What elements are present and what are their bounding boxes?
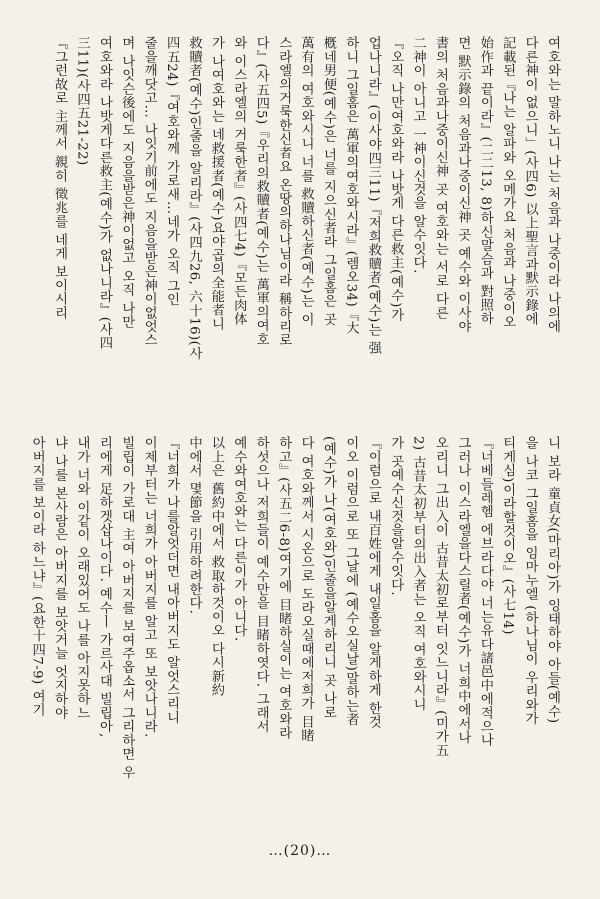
text-column: 救贖者(예수)인줄을 알리라』(사四九26, 六十16)(사 xyxy=(186,36,202,360)
text-column: 리에게 足하겟삽나이다. 예수ㅣ 가르사대 빌립아, xyxy=(96,436,112,738)
text-column: 가 나여호와는 네救援者(예수)요야곱의全能者니 xyxy=(208,36,224,331)
text-column: 여호와라 나밧게다른救主(예수)가 없나니라』(사四 xyxy=(96,36,112,350)
text-column: 이제부터는 너희가 아버지를 알고 또 보앗나니라. xyxy=(141,436,157,738)
text-column: 아버지를 보이라 하느냐』(요한十四7-9) 여기 xyxy=(29,436,45,717)
text-block-bottom xyxy=(29,436,563,834)
text-column: 三11)(사四五21-22) xyxy=(74,36,90,166)
text-column: 四五24)『여호와께 가로새…네가 오직 그인 xyxy=(164,36,180,307)
text-column: 오리니 그出入이 古昔太初로부터 잇느니라』(미가五 xyxy=(432,436,448,757)
text-column: 그러나 이스라엘을다스릴者(예수)가 너희中에서나 xyxy=(455,436,471,745)
text-column: 萬有의 여호와시니 너를 救贖하신者(예수)는 이 xyxy=(298,36,314,326)
text-column: 二神이 아니고 一神이신것을 알수잇다. xyxy=(410,36,426,274)
text-column: 티게심)이라할것이오』(사七14) xyxy=(500,436,516,635)
text-column: 냐 나를 본사람은 아버지를 보앗거늘 엇지하야 xyxy=(52,436,68,720)
text-column: 始作과 끝이라』(二二13, 8)하신말슴과 對照하 xyxy=(477,36,493,326)
text-column: 『오직 나만여호와라 나밧게 다른救主(예수)가 xyxy=(388,36,404,322)
text-column: 다 여호와께서 시온으로 도라오실때에저희가 目睹 xyxy=(298,436,314,743)
text-column: 『그런故로 主께서 親히 徵兆를 네게 보이시리 xyxy=(52,36,68,320)
text-column: 와 이스라엘의 거룩한者』(사四七4)『모든肉体 xyxy=(231,36,247,326)
page-number: …(20)… xyxy=(268,843,332,859)
text-column: 槪네男便(예수)은 너를 지으신者라 그일홈은 곳 xyxy=(320,36,336,326)
text-block-top xyxy=(45,36,563,408)
text-column: 記載된『나는 알파와 오메가요 처음과 나중이오 xyxy=(500,36,516,329)
text-column: 다른神이 없으니」(사四6) 以上聖言과默示錄에 xyxy=(522,36,538,326)
text-column: 니 보라 童貞女(마리아)가 잉태하야 아들(예수) xyxy=(545,436,560,724)
text-column: 中에서 몇節을 引用하려한다. xyxy=(186,436,202,615)
text-column: (예수)가 나(여호와)인줄을알게하리니 곳 나로 xyxy=(320,436,336,719)
text-column: 하섯으나 저희들이 예수만을 目睹하엿다. 그래서 xyxy=(253,436,269,734)
text-column: 以上은 舊約中에서 救取하것이오 다시新約 xyxy=(208,436,224,697)
text-column: 하고』(사五二6-8)여기에 目睹하실이는 여호와라 xyxy=(276,436,292,740)
text-column: 줄을깨닷고… 나잇기前에도 지음을받은神이없엇스 xyxy=(141,36,157,347)
text-column: 내가 너와 이같이 오래있어도 나를 아지못하느 xyxy=(74,436,90,720)
text-column: 다』(사五四5)『우리의救贖者(예수)는 萬軍의여호 xyxy=(253,36,269,346)
text-column: 빌립이 가로대 主여 아버지를 보여주옵소서 그리하면 우 xyxy=(119,436,135,779)
text-column: 하니 그일홈은 萬軍의여호와시라』(렘오34)『大 xyxy=(343,36,359,335)
text-column: 스라엘의거룩한신者요 온땅의하나님이라 稱하리로 xyxy=(276,36,292,347)
text-column: 여호와는 말하노니 나는 처음과 나중이라 나의에 xyxy=(545,36,560,334)
text-column: 가 곳예수신것을알수잇다. xyxy=(388,436,404,596)
text-column: 『이럼으로 내百姓에게 내일홈을 알게하게 한것 xyxy=(365,436,381,729)
text-column: 며 나잇슨後에도 지음을받은神이없고 오직 나만 xyxy=(119,36,135,329)
text-column: 『너베들레헴 에브라다야 너는유다諸邑中에적으나 xyxy=(477,436,493,747)
text-column: 『너희가 나를알엇더면 내아버지도 알엇스리니 xyxy=(164,436,180,724)
text-column: 면 默示錄의 처음과나중이신神 곳 예수와 이사야 xyxy=(455,36,471,334)
text-column: 을 나코 그일홈을 임마누엘 (하나님이 우리와가 xyxy=(522,436,538,726)
text-column: 예수와여호와는 다른이가 아니다. xyxy=(231,436,247,642)
text-column: 書의 처음과나중이신神 곳 여호와는 서로 다른 xyxy=(432,36,448,320)
text-column: 2) 古昔太初부터의出入者는 오직 여호와시니 xyxy=(410,436,426,711)
text-column: 업나니라』(이사야四三11)『저희救贖者(예수)는 强 xyxy=(365,36,381,355)
text-column: 이오 이럼으로 또 그날에 (예수오실날)말하는者 xyxy=(343,436,359,726)
